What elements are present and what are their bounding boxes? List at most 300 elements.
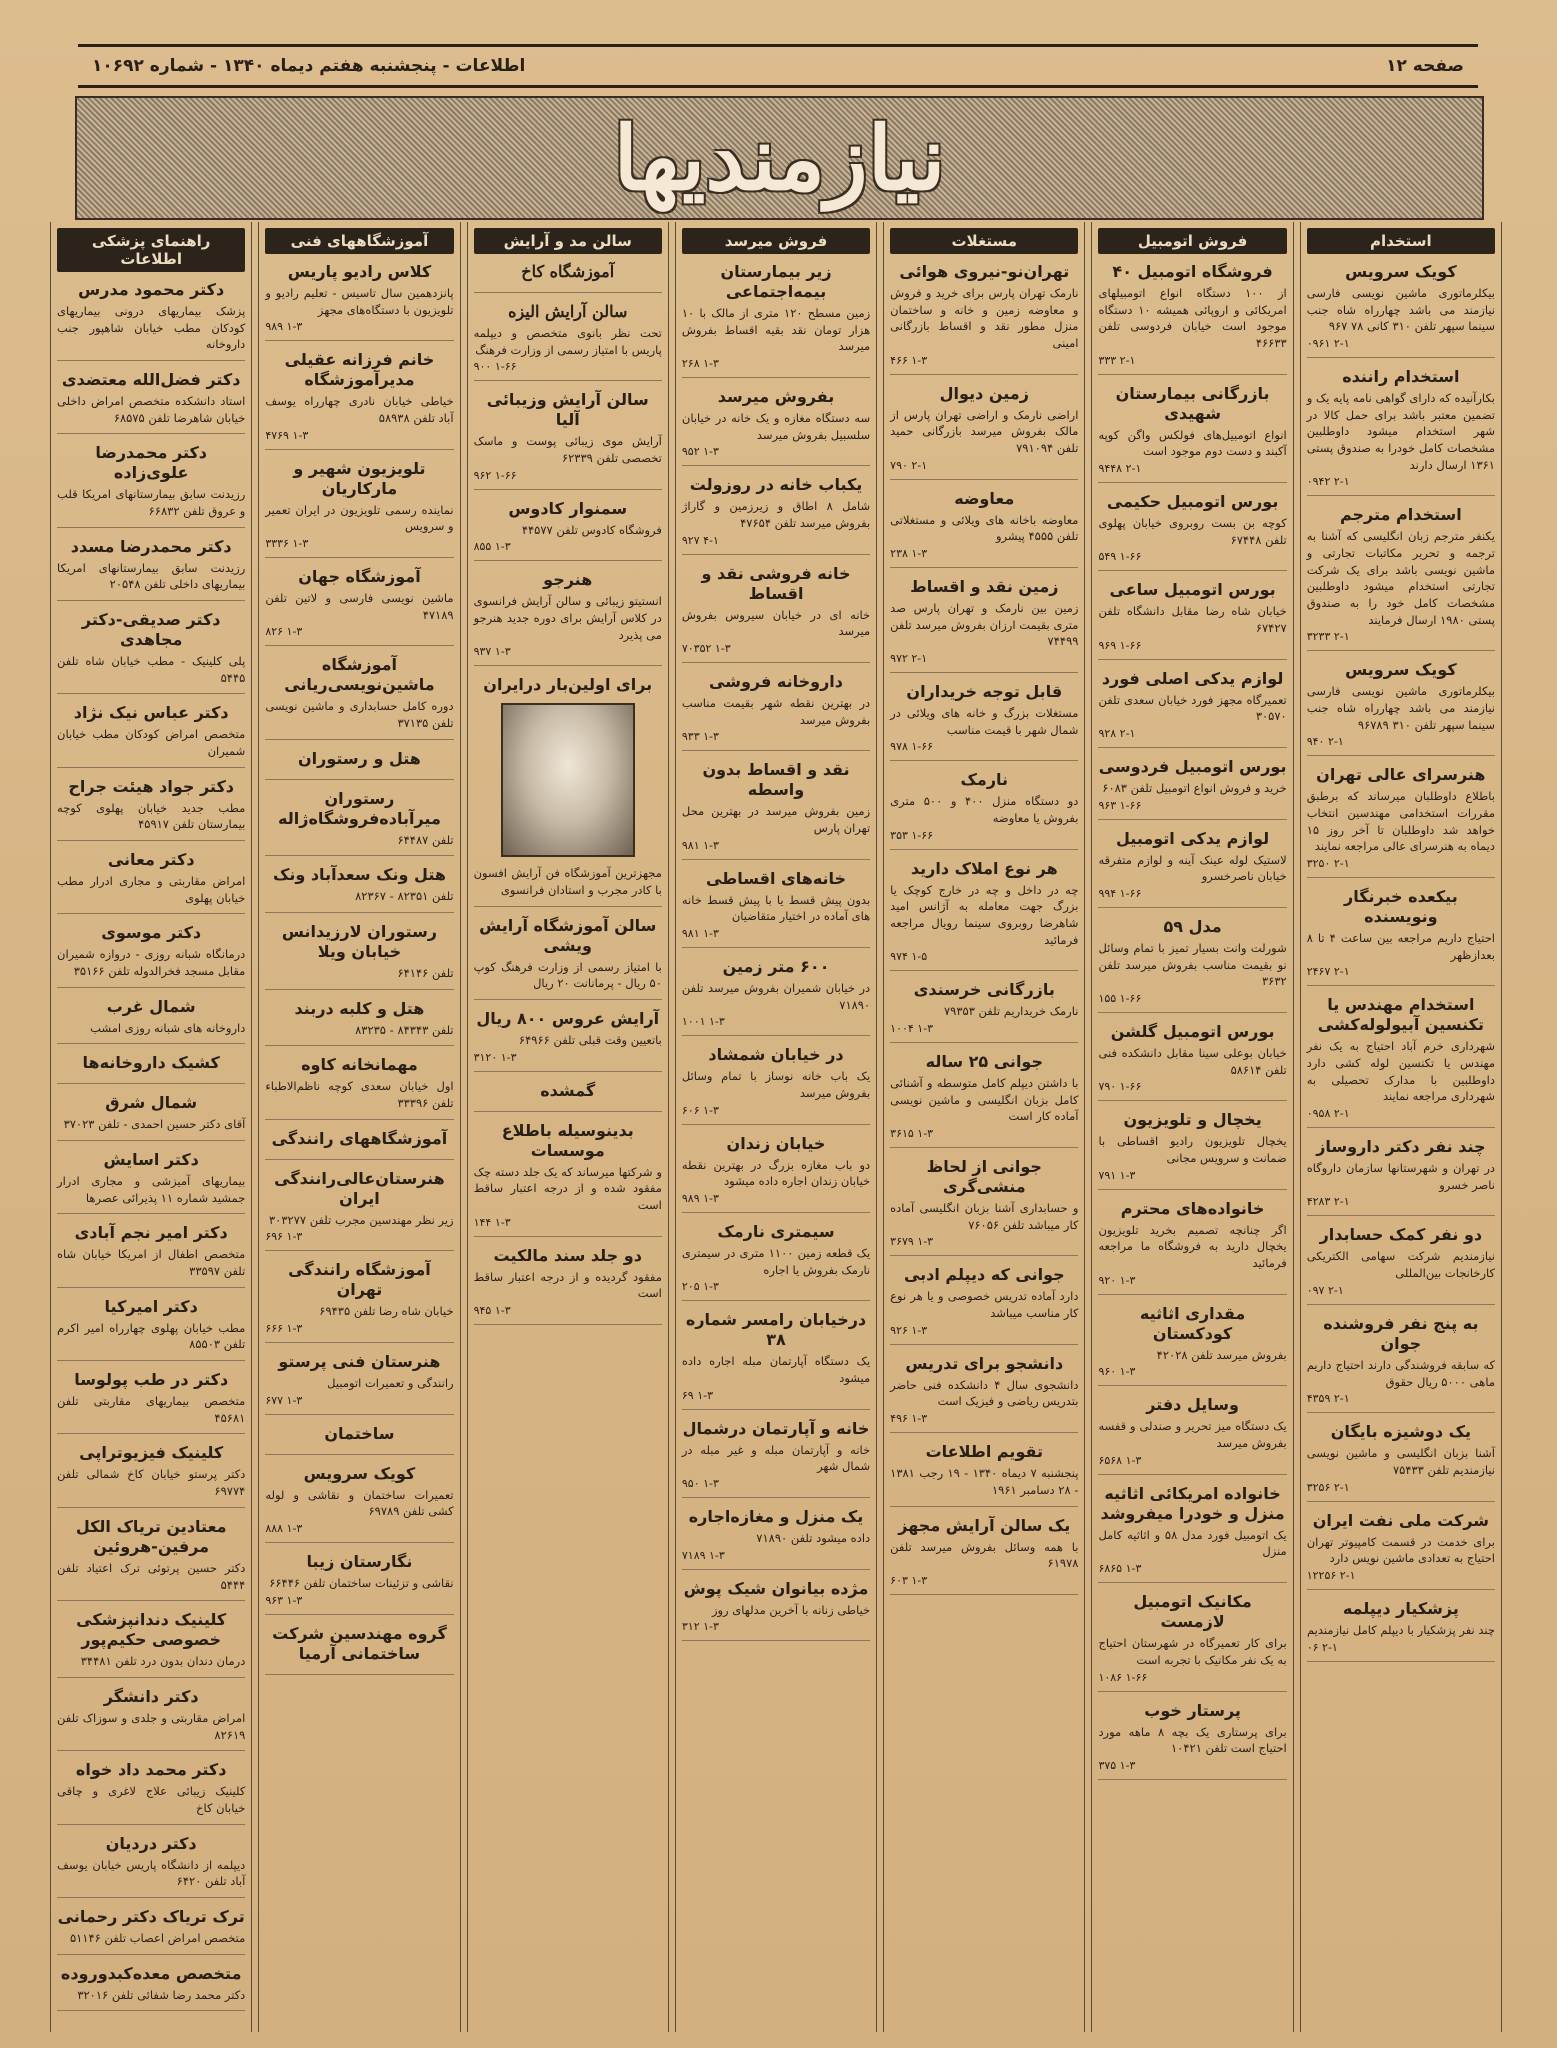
ad-body: یک دستگاه میز تحریر و صندلی و قفسه بفروش میرسد xyxy=(1098,1419,1287,1451)
ad-title: نارمک xyxy=(960,770,1009,790)
ad-reference: ۲-۱ ۷۹۰ xyxy=(890,458,928,472)
ad-body: زمین بفروش میرسد در بهترین محل تهران پارس xyxy=(681,804,871,836)
ad-title: یکباب خانه در روزولت xyxy=(689,475,863,495)
ad-title: معاوضه xyxy=(954,488,1015,508)
ad-reference: ۱-۳ ۹۸۱ xyxy=(681,927,719,941)
classified-ad xyxy=(1307,1225,1495,1304)
section-header: آموزشگاههای فنی xyxy=(265,228,453,254)
classified-ad xyxy=(682,672,870,751)
ad-title: یک منزل و مغازه‌اجاره xyxy=(688,1507,864,1527)
ad-title: کویک سرویس xyxy=(1345,262,1457,281)
ad-reference: ۱-۶۶ ۹۰۰ xyxy=(473,360,517,374)
ad-body: اراضی نارمک و اراضی تهران پارس از مالک بفروش میرسد بازرگانی حمید تلفن ۷۹۱۰۹۴ xyxy=(890,407,1079,456)
ad-reference: ۱-۳ ۹۶۳ xyxy=(265,1593,303,1607)
ad-title: خانواده امریکائی اثاثیه منزل و خودرا میفروشد xyxy=(1100,1483,1285,1523)
ad-title: شمال غرب xyxy=(106,996,196,1016)
ad-body: باتعیین وقت قبلی تلفن ۶۴۹۶۶ xyxy=(518,1033,662,1048)
classified-ad xyxy=(1307,505,1495,651)
classified-ad xyxy=(57,997,245,1045)
classified-ad xyxy=(57,1053,245,1084)
section-header: فروش میرسد xyxy=(682,228,870,254)
ad-body: بفروش میرسد تلفن ۴۲۰۲۸ xyxy=(1156,1347,1287,1362)
ad-body: خانه ای در خیابان سیروس بفروش میرسد xyxy=(681,607,871,639)
ad-body: تلفن ۸۲۳۵۱ - ۸۲۳۶۷ xyxy=(355,889,454,904)
ad-body: تلفن ۶۴۴۸۷ xyxy=(397,832,454,847)
ad-body: برای کار تعمیرگاه در شهرستان احتیاج به یک نفر مکانیک با تجربه است xyxy=(1098,1636,1287,1667)
classified-ad xyxy=(57,1834,245,1898)
ad-title: بازرگانی بیمارستان شهیدی xyxy=(1115,383,1270,423)
classified-ad xyxy=(265,1169,453,1252)
ad-reference: ۲-۱ ۰۹۴۲ xyxy=(1306,475,1350,489)
ad-reference: ۲-۱ ۴۳۵۹ xyxy=(1306,1392,1350,1406)
ad-reference: ۲-۱ ۳۳۳ xyxy=(1098,353,1136,367)
ad-title: کلینیک دندانپزشکی خصوصی حکیم‌پور xyxy=(76,1610,227,1650)
ad-reference: ۱-۳ ۶۰۳ xyxy=(890,1573,928,1587)
ad-body: معاوضه باخانه های ویلائی و مستغلاتی تلفن ۴۵۵۵ پیشرو xyxy=(890,512,1079,544)
ad-body: داده میشود تلفن ۷۱۸۹۰ xyxy=(756,1531,871,1546)
ad-body: تعمیرات ساختمان و نقاشی و لوله کشی تلفن ۶۹۷۸۹ xyxy=(265,1487,454,1519)
ad-body: متخصص اطفال از امریکا خیابان شاه تلفن ۳۳۵۹۷ xyxy=(57,1247,246,1279)
classified-ad xyxy=(1098,580,1286,659)
classified-ad xyxy=(265,865,453,913)
ad-body: اگر چنانچه تصمیم بخرید تلویزیون یخچال دارید به فروشگاه ما مراجعه فرمائید xyxy=(1098,1222,1287,1271)
classified-ad xyxy=(265,1624,453,1675)
ad-body: ماشین نویسی فارسی و لاتین تلفن ۴۷۱۸۹ xyxy=(265,591,454,622)
ad-title: دو جلد سند مالکیت xyxy=(493,1245,642,1265)
ad-body: کلینیک زیبائی علاج لاغری و چاقی خیابان کاخ xyxy=(57,1784,246,1815)
classified-ad xyxy=(890,859,1078,972)
ad-body: مجهزترین آموزشگاه فن آرایش افسون با کادر مجرب و استادان فرانسوی xyxy=(473,866,662,898)
classified-ad xyxy=(265,749,453,780)
ad-title: دکتر محمد داد خواه xyxy=(75,1760,227,1780)
classified-ad xyxy=(474,262,662,293)
ad-body: رانندگی و تعمیرات اتومبیل xyxy=(327,1376,454,1391)
ad-body: که سابقه فروشندگی دارند احتیاج داریم ماهی ۵۰۰۰ ریال حقوق xyxy=(1306,1357,1495,1389)
ad-reference: ۱-۶۶ ۳۵۳ xyxy=(890,828,934,842)
ad-title: کویک سرویس xyxy=(1345,660,1457,680)
ad-title: بورس اتومبیل حکیمی xyxy=(1106,492,1279,512)
ad-reference: ۱-۶۶ ۱۵۵ xyxy=(1098,992,1142,1006)
classified-ad xyxy=(265,1260,453,1343)
ad-body: درمان دندان بدون درد تلفن ۳۴۴۸۱ xyxy=(80,1654,246,1669)
ad-reference: ۱-۳ ۷۱۸۹ xyxy=(681,1548,725,1562)
columns-container xyxy=(50,222,1502,2032)
ad-body: دوره کامل حسابداری و ماشین نویسی تلفن ۳۷۱۳۵ xyxy=(265,699,454,731)
ad-body: نماینده رسمی تلویزیون در ایران تعمیر و سرویس xyxy=(265,502,454,534)
classified-ad xyxy=(1098,1304,1286,1387)
ad-title: سالن آرایش وزیبائی آلیا xyxy=(486,390,649,430)
classified-ad xyxy=(682,1579,870,1642)
classified-ad xyxy=(1307,995,1495,1128)
classified-ad xyxy=(682,475,870,554)
classified-ad xyxy=(57,1517,245,1601)
classified-ad xyxy=(265,655,453,739)
masthead-bar xyxy=(78,44,1478,88)
classified-ad xyxy=(57,280,245,361)
ad-body: آرایش موی زیبائی پوست و ماسک تخصصی تلفن ۶۲۳۳۹ xyxy=(473,434,662,466)
classified-ad xyxy=(1307,262,1495,358)
ad-body: سه دستگاه مغازه و یک خانه در خیابان سلسبیل بفروش میرسد xyxy=(681,411,871,442)
ad-title: خانم فرزانه عقیلی مدیرآموزشگاه xyxy=(284,350,435,390)
classified-ad xyxy=(1307,1511,1495,1590)
ad-title: در خیابان شمشاد xyxy=(708,1045,844,1065)
classified-ad xyxy=(265,1129,453,1160)
classified-ad xyxy=(474,675,662,906)
ad-title: نگارستان زیبا xyxy=(306,1552,413,1572)
ad-reference: ۱-۳ ۶۹ xyxy=(681,1388,713,1402)
ad-body: یک دستگاه آپارتمان مبله اجاره داده میشود xyxy=(681,1354,871,1386)
classified-ad xyxy=(57,1760,245,1824)
column-3 xyxy=(883,222,1085,2032)
masthead-text: اطلاعات - پنجشنبه هفتم دیماه ۱۳۴۰ - شماره ۱۰۶۹۲ xyxy=(92,56,526,76)
ad-title: هنرستان‌عالی‌رانندگی ایران xyxy=(274,1168,445,1208)
classified-ad xyxy=(1098,1199,1286,1295)
ad-reference: ۲-۱ ۹۴۴۸ xyxy=(1098,462,1142,476)
classified-ad xyxy=(890,1265,1078,1344)
ad-reference: ۱-۳ ۳۶۱۵ xyxy=(890,1127,934,1141)
ad-title: کشیک داروخانه‌ها xyxy=(82,1053,220,1073)
classified-ad xyxy=(57,537,245,601)
section-header: مستغلات xyxy=(890,228,1078,254)
ad-body: شورلت وانت بسیار تمیز با تمام وسائل نو بقیمت مناسب بفروش میرسد تلفن ۳۶۳۲ xyxy=(1098,941,1287,989)
classified-ad xyxy=(265,999,453,1047)
ad-body: متخصص امراض اعصاب تلفن ۵۱۱۴۶ xyxy=(69,1930,246,1945)
ad-title: پرستار خوب xyxy=(1144,1700,1241,1720)
classified-ad xyxy=(682,1222,870,1301)
classified-ad xyxy=(890,980,1078,1043)
classified-ad xyxy=(682,1507,870,1570)
ad-reference: ۱-۳ ۲۳۸ xyxy=(890,547,928,561)
classified-ad xyxy=(1098,1110,1286,1189)
ad-body: دو باب مغازه بزرگ در بهترین نقطه خیابان زندان اجاره داده میشود xyxy=(681,1157,871,1189)
column-7 xyxy=(50,222,252,2032)
ad-reference: ۱-۳ ۹۳۳ xyxy=(681,730,719,744)
ad-title: دکتر معانی xyxy=(107,850,195,870)
ad-body: لاستیک لوله عینک آینه و لوازم متفرقه خیابان ناصرخسرو xyxy=(1098,852,1287,884)
classified-ad xyxy=(57,1610,245,1678)
classified-ad xyxy=(57,850,245,914)
ad-title: زیر بیمارستان بیمه‌اجتماعی xyxy=(720,262,832,301)
ad-reference: ۲-۱ ۰۹۷ xyxy=(1306,1283,1344,1297)
ad-title: دکتر امیرکیا xyxy=(104,1296,198,1316)
ad-title: دکتر فضل‌الله معتضدی xyxy=(61,370,241,390)
classified-ad xyxy=(1307,1599,1495,1662)
classified-ad xyxy=(890,1157,1078,1256)
ad-reference: ۱-۶۶ ۹۷۸ xyxy=(890,740,934,754)
classified-ad xyxy=(1307,1137,1495,1216)
ad-title: بفروش میرسد xyxy=(717,387,835,407)
ad-body: فروشگاه کادوس تلفن ۴۴۵۷۷ xyxy=(521,522,662,537)
ad-body: پزشک بیماریهای درونی بیماریهای کودکان مطب خیابان شاهپور جنب داروخانه xyxy=(57,304,246,352)
ad-title: هتل ونک سعدآباد ونک xyxy=(272,865,446,885)
ad-title: شرکت ملی نفت ایران xyxy=(1312,1510,1490,1530)
classified-ad xyxy=(682,1419,870,1498)
section-header: فروش اتومبیل xyxy=(1098,228,1286,254)
ad-reference: ۱-۳ ۷۹۱ xyxy=(1098,1168,1136,1182)
classified-ad xyxy=(57,923,245,987)
classified-ad xyxy=(1098,917,1286,1013)
ad-title: داروخانه فروشی xyxy=(709,672,843,692)
ad-reference: ۱-۳ ۹۸۹ xyxy=(681,1192,719,1206)
classified-ad xyxy=(265,789,453,857)
classified-ad xyxy=(57,370,245,434)
ad-title: زمین دیوال xyxy=(939,383,1029,403)
column-1 xyxy=(1300,222,1502,2032)
classified-ad xyxy=(1307,765,1495,878)
ad-body: و حسابداری آشنا بزبان انگلیسی آماده کار میباشد تلفن ۷۶۰۵۶ xyxy=(890,1201,1079,1232)
classified-ad xyxy=(57,1093,245,1141)
ad-body: رزیدنت سابق بیمارستانهای امریکا بیماریهای داخلی تلفن ۲۰۵۴۸ xyxy=(57,560,246,592)
ad-body: دکتر حسین پرتوئی ترک اعتیاد تلفن ۵۴۴۴ xyxy=(57,1560,246,1592)
ad-body: چند نفر پزشکیار با دیپلم کامل نیازمندیم xyxy=(1306,1622,1495,1637)
ad-reference: ۱-۶۶ ۷۹۰ xyxy=(1098,1080,1142,1094)
ad-title: وسایل دفتر xyxy=(1146,1395,1239,1415)
ad-reference: ۱-۳ ۱۴۴ xyxy=(473,1215,511,1229)
ad-body: تعمیرگاه مجهز فورد خیابان سعدی تلفن ۳۰۵۷۰ xyxy=(1098,692,1287,724)
ad-reference: ۱-۳ ۸۸۸ xyxy=(265,1522,303,1536)
ad-body: آقای دکتر حسین احمدی - تلفن ۳۷۰۲۳ xyxy=(63,1117,246,1132)
ad-title: استخدام مهندس یا تکنسین آبیولوله‌کشی xyxy=(1317,995,1484,1035)
ad-title: آرایش عروس ۸۰۰ ریال xyxy=(476,1009,660,1029)
ad-reference: ۱-۳ ۴۹۶ xyxy=(890,1412,928,1426)
ad-body: امراض مقاربتی و مجاری ادرار مطب خیابان پهلوی xyxy=(57,874,246,905)
classified-ad xyxy=(682,387,870,466)
ad-body: یخچال تلویزیون رادیو اقساطی با ضمانت و سرویس مجانی xyxy=(1098,1134,1287,1166)
ad-body: دیپلمه از دانشگاه پاریس خیابان یوسف آباد تلفن ۶۴۲۰ xyxy=(57,1857,246,1889)
ad-title: خانواده‌های محترم xyxy=(1120,1198,1265,1218)
ad-title: دکتر دردیان xyxy=(105,1833,197,1853)
classified-ad xyxy=(682,869,870,948)
ad-body: استاد دانشکده متخصص امراض داخلی خیابان شاهرضا تلفن ۶۸۵۷۵ xyxy=(57,394,246,425)
ad-reference: ۲-۱ ۰۶ xyxy=(1306,1640,1338,1654)
ad-body: بیکلرماتوری ماشین نویسی فارسی نیازمند می باشد چهارراه شاه جنب سینما سپهر تلفن ۳۱۰ ۹۶۷۸۹ xyxy=(1306,684,1495,732)
classified-ad xyxy=(57,1964,245,2012)
ad-title: چند نفر دکتر داروساز xyxy=(1316,1137,1486,1157)
ad-reference: ۲-۱ ۳۲۵۰ xyxy=(1306,857,1350,871)
ad-body: مستغلات بزرگ و خانه های ویلائی در شمال شهر با قیمت مناسب xyxy=(890,706,1079,737)
ad-title: خانه فروشی نقد و اقساط xyxy=(701,563,851,603)
ad-title: متخصص معده‌کبدوروده xyxy=(60,1963,242,1983)
ad-reference: ۲-۱ ۲۴۶۷ xyxy=(1306,965,1350,979)
classified-ad xyxy=(890,1516,1078,1595)
classified-ad xyxy=(265,350,453,449)
ad-body: باطلاع داوطلبان میرساند که برطبق مقررات استخدامی مهندسین انتخاب خواهد شد داوطلبان تا آخر روز ۱۵ دیماه به هنرسرای عالی مراجعه نمایند xyxy=(1306,789,1495,854)
ad-title: هر نوع املاک دارید xyxy=(910,858,1058,878)
ad-body: پانزدهمین سال تاسیس - تعلیم رادیو و تلویزیون با دستگاه‌های مجهز xyxy=(265,286,454,317)
ad-reference: ۱-۶۶ ۹۶۹ xyxy=(1098,638,1142,652)
ad-body: نارمک تهران پارس برای خرید و فروش و معاوضه زمین و خانه و ساختمان منزل مطور نقد و اقساط بازرگانی امینی xyxy=(890,286,1079,351)
classified-ad xyxy=(1307,1422,1495,1501)
ad-title: جوانی ۲۵ ساله xyxy=(925,1052,1043,1072)
ad-title: دکتر محمدرضا مسدد xyxy=(70,536,232,556)
ad-body: بیکلرماتوری ماشین نویسی فارسی نیازمند می باشد چهارراه شاه جنب سینما سپهر تلفن ۳۱۰ کانی ۷۸ ۹۶۷ xyxy=(1306,286,1495,334)
ad-body: اول خیابان سعدی کوچه ناظم‌الاطباء تلفن ۳۳۳۹۶ xyxy=(265,1079,454,1111)
ad-title: دکتر جواد هیئت جراح xyxy=(68,776,234,796)
ad-reference: ۲-۱ ۴۲۸۳ xyxy=(1306,1195,1350,1209)
ad-title: آموزشگاه جهان xyxy=(298,567,421,587)
ad-body: بکارآنیده که دارای گواهی نامه پایه یک و تضمین معتبر باشد برای حمل کالا در شهر استخدام میشود داوطلبین مشخصات کامل خودرا به صندوق پستی ۱۳۶۱ ارسال دارند xyxy=(1306,391,1495,472)
ad-title: ترک تریاک دکتر رحمانی xyxy=(57,1906,245,1926)
classified-ad xyxy=(57,777,245,841)
ad-reference: ۱-۳ ۹۵۲ xyxy=(681,445,719,459)
ad-body: متخصص امراض کودکان مطب خیابان شمیران xyxy=(57,727,246,759)
classifieds-banner xyxy=(75,96,1484,220)
ad-reference: ۱-۳ ۴۷۶۹ xyxy=(265,428,309,442)
classified-ad xyxy=(57,1150,245,1214)
classified-ad xyxy=(265,1464,453,1543)
ad-reference: ۴-۱ ۹۲۷ xyxy=(681,533,719,547)
ad-reference: ۱-۳ ۹۴۵ xyxy=(473,1304,511,1318)
classified-ad xyxy=(57,1687,245,1751)
ad-body: کوچه بن بست روبروی خیابان پهلوی تلفن ۶۷۴۴۸ xyxy=(1098,516,1287,547)
ad-reference: ۱-۳ ۳۳۳۶ xyxy=(265,537,309,551)
ad-title: بیکعده خبرنگار ونویسنده xyxy=(1344,887,1458,927)
classified-ad xyxy=(682,760,870,859)
classified-ad xyxy=(57,1223,245,1287)
ad-body: دکتر پرستو خیابان کاخ شمالی تلفن ۶۹۷۷۴ xyxy=(57,1467,246,1499)
ad-title: بازرگانی خرسندی xyxy=(913,980,1055,1000)
ad-body: نقاشی و تزئینات ساختمان تلفن ۶۶۴۴۶ xyxy=(269,1576,454,1591)
classified-ad xyxy=(57,1907,245,1955)
ad-body: تلفن ۶۴۱۴۶ xyxy=(397,966,454,981)
ad-body: مطب جدید خیابان پهلوی کوچه بیمارستان تلفن ۴۵۹۱۷ xyxy=(57,800,246,832)
ad-body: یک اتومبیل فورد مدل ۵۸ و اثاثیه کامل منزل xyxy=(1098,1527,1287,1559)
classified-ad xyxy=(1307,660,1495,756)
ad-title: ۶۰۰ متر زمین xyxy=(722,957,830,977)
ad-reference: ۱-۳ ۷۰۳۵۲ xyxy=(681,642,731,656)
ad-title: زمین نقد و اقساط xyxy=(910,577,1059,597)
ad-reference: ۲-۱ ۳۲۵۶ xyxy=(1306,1480,1350,1494)
classified-ad xyxy=(474,570,662,666)
classified-ad xyxy=(1098,829,1286,908)
classified-ad xyxy=(1098,384,1286,483)
ad-title: خانه‌های اقساطی xyxy=(705,868,847,888)
ad-title: گروه مهندسین شرکت ساختمانی آرمیا xyxy=(272,1623,447,1663)
ad-reference: ۲-۱ ۱۲۲۵۶ xyxy=(1306,1568,1356,1582)
classified-ad xyxy=(890,1442,1078,1506)
ad-body: امراض مقاربتی و جلدی و سوزاک تلفن ۸۲۶۱۹ xyxy=(57,1710,246,1742)
ad-title: رستوران میرآباده‌فروشگاه‌ژاله xyxy=(278,788,441,828)
classified-ad xyxy=(265,567,453,646)
ad-reference: ۱-۳ ۶۷۷ xyxy=(265,1393,303,1407)
classified-ad xyxy=(265,459,453,558)
ad-body: رزیدنت سابق بیمارستانهای امریکا قلب و عروق تلفن ۶۶۸۳۲ xyxy=(57,487,246,519)
ad-body: زمین بین نارمک و تهران پارس صد متری بقیمت ارزان بفروش میرسد تلفن ۷۴۴۹۹ xyxy=(890,601,1079,649)
classified-ad xyxy=(265,1552,453,1615)
classified-ad xyxy=(890,384,1078,480)
ad-body: خیابان شاه رضا تلفن ۶۹۴۳۵ xyxy=(319,1304,454,1319)
ad-title: جوانی که دیپلم ادبی xyxy=(903,1265,1065,1285)
ad-body: درمانگاه شبانه روزی - دروازه شمیران مقابل مسجد فخرالدوله تلفن ۳۵۱۶۶ xyxy=(57,947,246,979)
classified-ad xyxy=(682,957,870,1036)
ad-title: یخچال و تلویزیون xyxy=(1123,1110,1262,1130)
ad-body: چه در داخل و چه در خارج کوچک یا بزرگ جهت معامله به آژانس امید شاهرضا روبروی سینما رویال مراجعه فرمائید xyxy=(890,882,1079,947)
ad-body: پلی کلینیک - مطب خیابان شاه تلفن ۵۴۴۵ xyxy=(57,654,246,685)
ad-reference: ۱-۳ ۶۵۶۸ xyxy=(1098,1453,1142,1467)
column-2 xyxy=(1091,222,1293,2032)
ad-body: برای خدمت در قسمت کامپیوتر تهران احتیاج به تعدادی ماشین نویس دارد xyxy=(1306,1534,1495,1566)
ad-body: تحت نظر بانوی متخصص و دیپلمه پاریس با امتیاز رسمی از وزارت فرهنگ xyxy=(473,326,662,357)
ad-reference: ۱-۶۶ ۹۶۲ xyxy=(473,468,517,482)
ad-body: در بهترین نقطه شهر بقیمت مناسب بفروش میرسد xyxy=(681,696,871,727)
classified-ad xyxy=(1098,1022,1286,1101)
classified-ad xyxy=(474,1246,662,1325)
ad-title: کلاس رادیو پاریس xyxy=(287,262,432,281)
ad-reference: ۱-۳ ۳۱۲ xyxy=(681,1620,719,1634)
ad-title: کویک سرویس xyxy=(303,1463,416,1483)
ad-reference: ۱-۳ ۹۶۰ xyxy=(1098,1365,1136,1379)
classified-ad xyxy=(265,1352,453,1415)
ad-reference: ۱-۳ ۸۲۶ xyxy=(265,625,303,639)
ad-title: بورس اتومبیل ساعی xyxy=(1109,580,1276,600)
ad-title: جوانی از لحاظ منشی‌گری xyxy=(926,1157,1042,1197)
ad-title: فروشگاه اتومبیل ۴۰ xyxy=(1112,262,1273,281)
section-header: استخدام xyxy=(1307,228,1495,254)
ad-body: دکتر محمد رضا شفائی تلفن ۳۲۰۱۶ xyxy=(77,1987,246,2002)
ad-title: خانه و آپارتمان درشمال xyxy=(682,1418,870,1438)
ad-title: تهران‌نو-نیروی هوائی xyxy=(899,262,1070,281)
ad-body: نیازمندیم شرکت سهامی الکتریکی کارخانجات بین‌المللی xyxy=(1306,1249,1495,1281)
ad-body: برای پرستاری یک بچه ۸ ماهه مورد احتیاج است تلفن ۱۰۴۲۱ xyxy=(1098,1724,1287,1756)
ad-body: بدون پیش قسط یا با پیش قسط خانه های آماده در اختیار متقاضیان xyxy=(681,892,871,924)
ad-title: دکتر موسوی xyxy=(101,923,202,943)
ad-title: استخدام راننده xyxy=(1342,367,1460,387)
ad-title: لوازم یدکی اصلی فورد xyxy=(1101,668,1284,688)
classified-ad xyxy=(265,262,453,341)
classified-ad xyxy=(474,1081,662,1112)
classified-ad xyxy=(1098,1592,1286,1691)
ad-reference: ۱-۳ ۱۰۰۴ xyxy=(890,1022,934,1036)
ad-body: خرید و فروش انواع اتومبیل تلفن ۶۰۸۳ xyxy=(1102,781,1287,796)
classified-ad xyxy=(890,770,1078,849)
ad-body: خیاطی زنانه با آخرین مدلهای روز xyxy=(711,1602,871,1617)
ad-title: مکانیک اتومبیل لازمست xyxy=(1133,1592,1252,1632)
classified-ad xyxy=(474,916,662,1000)
ad-reference: ۲-۱ ۳۲۳۳ xyxy=(1306,630,1350,644)
column-4 xyxy=(675,222,877,2032)
classified-ad xyxy=(474,1121,662,1237)
classified-ad xyxy=(682,262,870,378)
classified-ad xyxy=(1098,1484,1286,1583)
ad-body: نارمک خریداریم تلفن ۷۹۳۵۳ xyxy=(943,1004,1079,1019)
ad-title: یک دوشیزه بایگان xyxy=(1330,1422,1472,1442)
ad-title: درخیابان رامسر شماره ۳۸ xyxy=(685,1310,867,1350)
ad-body: دو دستگاه منزل ۴۰۰ و ۵۰۰ متری بفروش یا معاوضه xyxy=(890,794,1079,826)
ad-body: با امتیاز رسمی از وزارت فرهنگ کوپ ۵۰ ریال - پرمانانت ۲۰ ریال xyxy=(473,959,662,991)
ad-title: دکتر محمدرضا علوی‌زاده xyxy=(95,443,207,483)
ad-reference: ۱-۳ ۳۷۵ xyxy=(1098,1758,1136,1772)
ad-reference: ۱-۳ ۳۱۲۰ xyxy=(473,1050,517,1064)
classified-ad xyxy=(474,499,662,562)
ad-body: خیابان بوعلی سینا مقابل دانشکده فنی تلفن ۵۸۶۱۴ xyxy=(1098,1046,1287,1077)
ad-title: یک سالن آرایش مجهز xyxy=(898,1515,1071,1535)
ad-title: دکتر محمود مدرس xyxy=(78,280,225,299)
ad-reference: ۱-۵ ۹۷۴ xyxy=(890,950,928,964)
classified-ad xyxy=(890,262,1078,375)
ad-reference: ۱-۳ ۶۸۶۵ xyxy=(1098,1562,1142,1576)
classified-ad xyxy=(474,1009,662,1072)
ad-title: هتل و رستوران xyxy=(298,748,421,768)
ad-reference: ۲-۱ ۰۹۶۱ xyxy=(1306,337,1350,351)
ad-title: دکتر صدیقی-دکتر مجاهدی xyxy=(81,610,221,650)
ad-title: هنرجو xyxy=(543,570,593,590)
ad-reference: ۱-۳ ۹۲۶ xyxy=(890,1323,928,1337)
ad-body: خانه و آپارتمان مبله و غیر مبله در شمال شهر xyxy=(681,1442,871,1474)
ad-title: دکتر در طب پولوسا xyxy=(74,1370,229,1390)
ad-title: مژده بیانوان شیک پوش xyxy=(683,1578,869,1598)
ad-body: پنجشنبه ۷ دیماه ۱۳۴۰ - ۱۹ رجب ۱۳۸۱ - ۲۸ دسامبر ۱۹۶۱ xyxy=(890,1466,1079,1497)
section-header: راهنمای پزشکی اطلاعات xyxy=(57,228,245,272)
